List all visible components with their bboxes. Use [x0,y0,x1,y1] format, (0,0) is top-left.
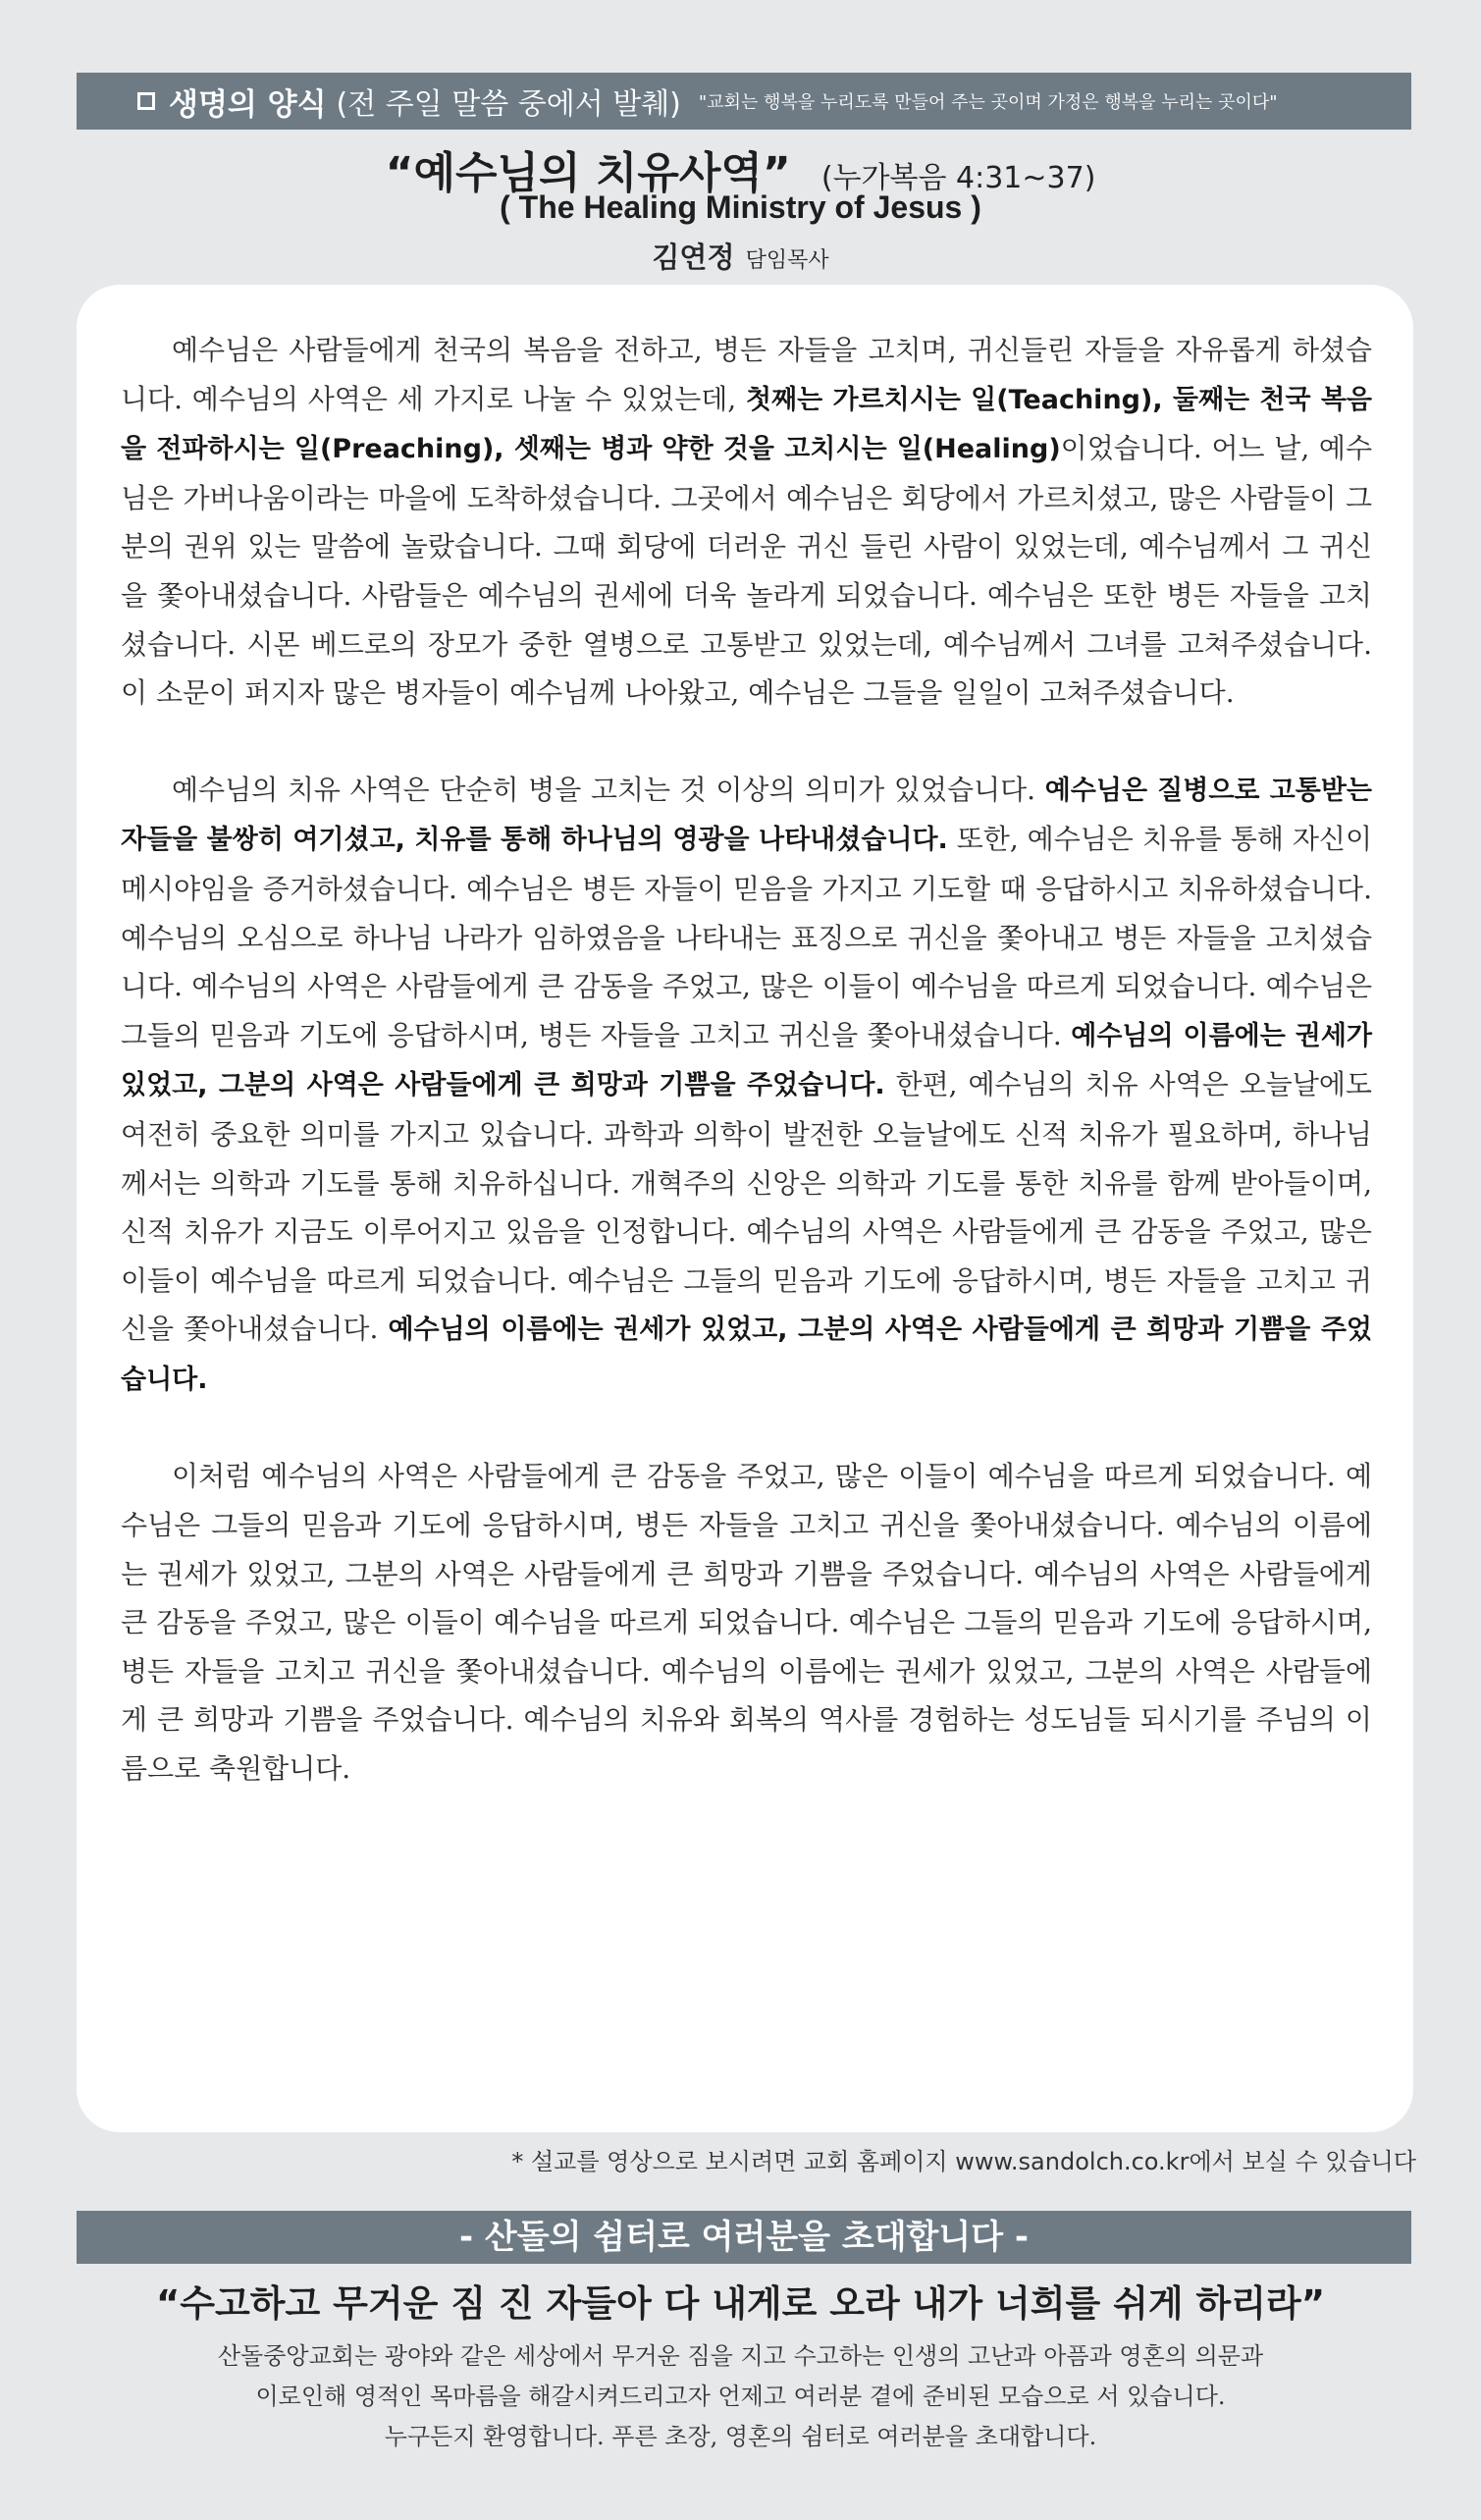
sermon-title: “예수님의 치유사역” [385,148,791,198]
checkbox-square-icon [137,92,155,110]
paragraph-1: 예수님은 사람들에게 천국의 복음을 전하고, 병든 자들을 고치며, 귀신들린 자들을 자유롭게 하셨습니다. 예수님의 사역은 세 가지로 나눌 수 있었는데, 첫째는 가르치시는 일(Teaching), 둘째는 천국 복음을 전파하시는 일(Preaching), 셋째는 병과 약한 것을 고치시는 일(Healing)이었습니다. 어느 날, 예수님은 가버나움이라는 마을에 도착하셨습니다. 그곳에서 예수님은 회당에서 가르치셨고, 많은 사람들이 그분의 권위 있는 말씀에 놀랐습니다. 그때 회당에 더러운 귀신 들린 사람이 있었는데, 예수님께서 그 귀신을 쫓아내셨습니다. 사람들은 예수님의 권세에 더욱 놀라게 되었습니다. 예수님은 또한 병든 자들을 고치셨습니다. 시몬 베드로의 장모가 중한 열병으로 고통받고 있었는데, 예수님께서 그녀를 고쳐주셨습니다. 이 소문이 퍼지자 많은 병자들이 예수님께 나아왔고, 예수님은 그들을 일일이 고쳐주셨습니다. [121,334,1373,710]
video-notice: * 설교를 영상으로 보시려면 교회 홈페이지 www.sandolch.co.kr에서 보실 수 있습니다 [511,2148,1416,2175]
invitation-banner: - 산돌의 쉼터로 여러분을 초대합니다 - [77,2211,1411,2264]
section-title: 생명의 양식 [169,86,327,123]
preacher-name: 김연정 [652,241,735,274]
paragraph-3: 이처럼 예수님의 사역은 사람들에게 큰 감동을 주었고, 많은 이들이 예수님을 따르게 되었습니다. 예수님은 그들의 믿음과 기도에 응답하시며, 병든 자들을 고치고 귀신을 쫓아내셨습니다. 예수님의 이름에는 권세가 있었고, 그분의 사역은 사람들에게 큰 희망과 기쁨을 주었습니다. 예수님의 사역은 사람들에게 큰 감동을 주었고, 많은 이들이 예수님을 따르게 되었습니다. 예수님은 그들의 믿음과 기도에 응답하시며, 병든 자들을 고치고 귀신을 쫓아내셨습니다. 예수님의 이름에는 권세가 있었고, 그분의 사역은 사람들에게 큰 희망과 기쁨을 주었습니다. 예수님의 치유와 회복의 역사를 경험하는 성도님들 되시기를 주님의 이름으로 축원합니다. [121,1460,1372,1786]
section-header-bar [77,73,1411,130]
emphasis-text: 예수님은 질병으로 고통받는 자들을 불쌍히 여기셨고, 치유를 통해 하나님의 영광을 나타내셨습니다. [121,775,1372,856]
invitation-line: 누구든지 환영합니다. 푸른 초장, 영혼의 쉼터로 여러분을 초대합니다. [384,2423,1097,2450]
scripture-reference: (누가복음 4:31~37) [820,161,1096,195]
emphasis-text: 첫째는 가르치시는 일(Teaching), 둘째는 천국 복음을 전파하시는 일(Preaching), 셋째는 병과 약한 것을 고치시는 일(Healing) [121,384,1372,465]
invitation-quote: “수고하고 무거운 짐 진 자들아 다 내게로 오라 내가 너희를 쉬게 하리라” [155,2282,1326,2325]
emphasis-text: 예수님의 이름에는 권세가 있었고, 그분의 사역은 사람들에게 큰 희망과 기쁨을 주었습니다. [121,1020,1372,1101]
invitation-line: 산돌중앙교회는 광야와 같은 세상에서 무거운 짐을 지고 수고하는 인생의 고난과 아픔과 영혼의 의문과 [217,2342,1264,2370]
preacher-row [0,236,1481,276]
sermon-english-title: ( The Healing Ministry of Jesus ) [500,189,981,225]
section-subtitle: (전 주일 말씀 중에서 발췌) [336,87,681,122]
preacher-role: 담임목사 [745,248,829,273]
emphasis-text: 예수님의 이름에는 권세가 있었고, 그분의 사역은 사람들에게 큰 희망과 기쁨을 주었습니다. [121,1314,1372,1395]
invitation-line: 이로인해 영적인 목마름을 해갈시켜드리고자 언제고 여러분 곁에 준비된 모습으로 서 있습니다. [255,2383,1226,2410]
paragraph-2: 예수님의 치유 사역은 단순히 병을 고치는 것 이상의 의미가 있었습니다. 예수님은 질병으로 고통받는 자들을 불쌍히 여기셨고, 치유를 통해 하나님의 영광을 나타내셨습니다. 또한, 예수님은 치유를 통해 자신이 메시야임을 증거하셨습니다. 예수님은 병든 자들이 믿음을 가지고 기도할 때 응답하시고 치유하셨습니다. 예수님의 오심으로 하나님 나라가 임하였음을 나타내는 표징으로 귀신을 쫓아내고 병든 자들을 고치셨습니다. 예수님의 사역은 사람들에게 큰 감동을 주었고, 많은 이들이 예수님을 따르게 되었습니다. 예수님은 그들의 믿음과 기도에 응답하시며, 병든 자들을 고치고 귀신을 쫓아내셨습니다. 예수님의 이름에는 권세가 있었고, 그분의 사역은 사람들에게 큰 희망과 기쁨을 주었습니다. 한편, 예수님의 치유 사역은 오늘날에도 여전히 중요한 의미를 가지고 있습니다. 과학과 의학이 발전한 오늘날에도 신적 치유가 필요하며, 하나님께서는 의학과 기도를 통해 치유하십니다. 개혁주의 신앙은 의학과 기도를 통한 치유를 함께 받아들이며, 신적 치유가 지금도 이루어지고 있음을 인정합니다. 예수님의 사역은 사람들에게 큰 감동을 주었고, 많은 이들이 예수님을 따르게 되었습니다. 예수님은 그들의 믿음과 기도에 응답하시며, 병든 자들을 고치고 귀신을 쫓아내셨습니다. 예수님의 이름에는 권세가 있었고, 그분의 사역은 사람들에게 큰 희망과 기쁨을 주었습니다. [121,773,1372,1395]
sermon-body-card [77,285,1413,2132]
church-motto: "교회는 행복을 누리도록 만들어 주는 곳이며 가정은 행복을 누리는 곳이다" [698,92,1278,113]
